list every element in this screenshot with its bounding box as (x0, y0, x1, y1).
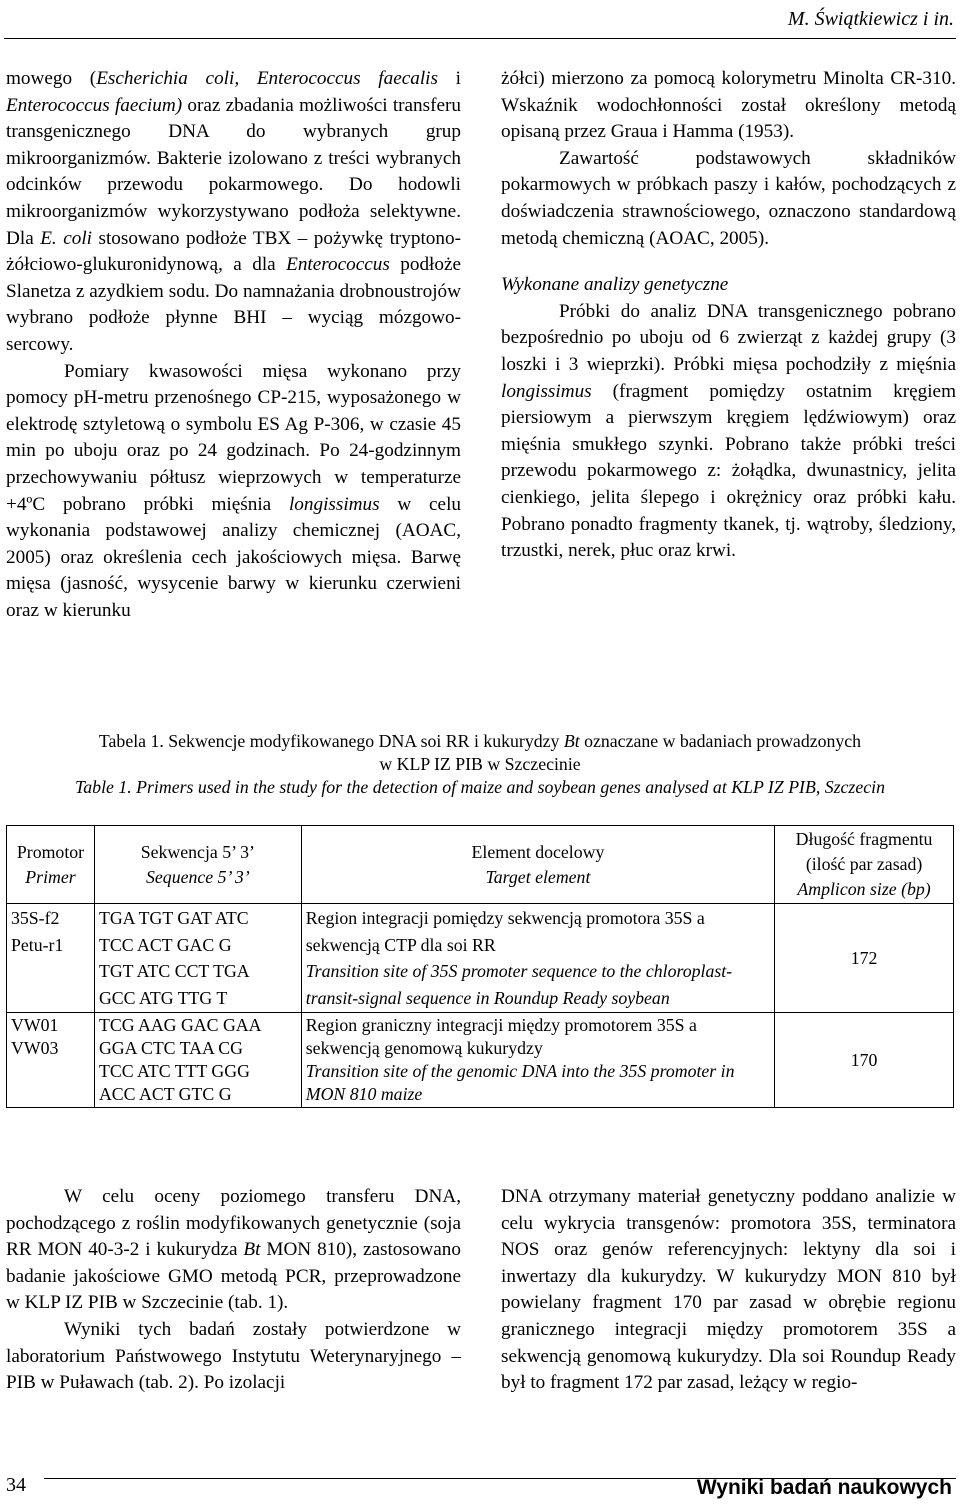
caption-english: Table 1. Primers used in the study for the detection of maize and soybean genes analysed at KLP IZ PIB, Szczecin (75, 777, 885, 797)
text-span: oznaczane w badaniach prowadzonych (579, 731, 862, 751)
text-span: Tabela 1. Sekwencje modyfikowanego DNA soi RR i kukurydzy (98, 731, 564, 751)
header-target (301, 826, 774, 904)
text-span: TCC ACT GAC G (98, 934, 232, 955)
text-span: Region integracji pomiędzy sekwencją promotora 35S a sekwencją CTP dla soi RR (305, 908, 705, 955)
paragraph-meat-acidity (6, 359, 461, 625)
cell-sequence (94, 1013, 301, 1108)
text-span: Transition site of 35S promoter sequence to the chloroplast-transit-signal sequence in Roundup Ready soybean (305, 961, 733, 1008)
text-span: Próbki do analiz DNA transgenicznego pobrano bezpośrednio po uboju od 6 zwierząt z każdej grupy (3 loszki i 3 wieprzki). Próbki mięsa pochodziły z mięśnia (501, 300, 956, 375)
text-span: Bt (243, 1239, 261, 1261)
text-span: Transition site of the genomic DNA into the 35S promoter in MON 810 maize (305, 1061, 735, 1104)
text-span: Amplicon size (bp) (797, 879, 931, 899)
species-name: Escherichia coli, Enterococcus faecalis (96, 68, 438, 89)
text-span: Bt (563, 731, 580, 751)
text-span: Element docelowy (471, 841, 605, 862)
table-row (7, 904, 954, 1013)
section-heading-genetic: Wykonane analizy genetyczne (501, 274, 729, 296)
caption-polish (6, 730, 954, 753)
text-span: GGA CTC TAA CG (98, 1038, 243, 1058)
species-name: Enterococcus faecium) (6, 94, 183, 116)
text-span: VW01 (11, 1015, 59, 1035)
primers-table (6, 825, 954, 1108)
text-span: TGA TGT GAT ATC (98, 908, 249, 928)
text-span: Promotor (16, 841, 85, 862)
cell-primer (7, 1013, 95, 1108)
journal-section-title: Wyniki badań naukowych (696, 1476, 952, 1499)
caption-polish-line2: w KLP IZ PIB w Szczecinie (379, 754, 581, 774)
text-span: podłoże Slanetza z azydkiem sodu. Do namnażania drobnoustrojów wybrano podłoże płynne BHI – wyciąg mózgowo-sercowy. (6, 254, 461, 355)
text-span: Pomiary kwasowości mięsa wykonano przy pomocy pH-metru przenośnego CP-215, wyposażonego w elektrodę sztyletową o symbolu ES Ag P-306, w czasie 45 min po uboju oraz po 24 godzinach. Po 24-godzinnym przechowywaniu półtusz wieprzowych w temperaturze +4ºC pobrano próbki mięśnia (6, 360, 461, 515)
text-span: (fragment pomiędzy ostatnim kręgiem piersiowym a pierwszym kręgiem lędźwiowym) oraz mięśnia smukłego szynki. Pobrano także próbki treści przewodu pokarmowego z: żołądka, dwunastnicy, jelita cienkiego, jelita ślepego i okrężnicy oraz próbki kału. Pobrano ponadto fragmenty tkanek, tj. wątroby, śledziony, trzustki, nerek, płuc oraz krwi. (501, 380, 956, 562)
paragraph-transgenes: DNA otrzymany materiał genetyczny poddano analizie w celu wykrycia transgenów: promotora 35S, terminatora NOS oraz genów referencyjnych: lektyny dla soi i inwertazy dla kukurydzy. W kukurydzy MON 810 był powielany fragment 170 par zasad w obrębie regionu granicznego integracji między promotorem 35S a sekwencją genomową kukurydzy. Dla soi Roundup Ready był to fragment 172 par zasad, leżący w regio- (501, 1186, 956, 1394)
species-name: E. coli (40, 227, 92, 249)
text-span: ACC ACT GTC G (98, 1084, 232, 1104)
paragraph-dna-samples (501, 299, 956, 565)
table-header-row (7, 826, 954, 904)
text-span: Target element (485, 866, 591, 887)
text-span: TCG AAG GAC GAA (98, 1015, 262, 1035)
paragraph-gmo-pcr (6, 1184, 461, 1317)
text-span: Długość fragmentu (795, 829, 933, 849)
text-span: TGT ATC CCT TGA (98, 961, 250, 981)
text-span: Region graniczny integracji między promotorem 35S a sekwencją genomową kukurydzy (305, 1015, 697, 1058)
cell-size: 170 (775, 1013, 954, 1108)
species-name: Enterococcus (286, 254, 390, 276)
column-left-bottom (6, 1184, 461, 1397)
paragraph-confirmation: Wyniki tych badań zostały potwierdzone w laboratorium Państwowego Instytutu Weterynaryjnego – PIB w Puławach (tab. 2). Po izolacji (6, 1318, 461, 1394)
text-span: W celu oceny poziomego transferu DNA, pochodzącego z roślin modyfikowanych genetycznie (soja RR MON 40-3-2 i kukurydza (6, 1186, 461, 1261)
cell-size: 172 (775, 904, 954, 1013)
muscle-name: longissimus (501, 380, 592, 402)
page-number: 34 (6, 1474, 26, 1496)
text-span: mowego ( (6, 68, 97, 89)
text-span: Sekwencja 5’ 3’ (140, 841, 255, 862)
paragraph-microbiology (6, 66, 461, 359)
column-right-bottom (501, 1184, 956, 1397)
header-rule (4, 38, 956, 39)
text-span: GCC ATG TTG T (98, 987, 228, 1008)
column-right-top (501, 66, 956, 565)
text-span: VW03 (11, 1038, 59, 1058)
header-amplicon (775, 826, 954, 904)
table-row (7, 1013, 954, 1108)
text-span: stosowano podłoże TBX – pożywkę tryptono-żółciowo-glukuronidynową, a dla (6, 227, 461, 276)
text-span: w celu wykonania podstawowej analizy chemicznej (AOAC, 2005) oraz określenia cech jakościowych mięsa. Barwę mięsa (jasność, wysycenie barwy w kierunku czerwieni oraz w kierunku (6, 493, 461, 621)
text-span: 35S-f2 (11, 908, 60, 928)
text-span: i (437, 68, 461, 89)
text-span: Primer (25, 866, 76, 887)
cell-target (301, 904, 774, 1013)
text-span: Sequence 5’ 3’ (146, 866, 250, 887)
column-left-top (6, 66, 461, 624)
table-caption (6, 730, 954, 799)
header-sequence (94, 826, 301, 904)
paragraph-colorimeter: żółci) mierzono za pomocą kolorymetru Minolta CR-310. Wskaźnik wodochłonności został określony metodą opisaną przez Graua i Hamma (1953). (501, 68, 956, 143)
cell-target (301, 1013, 774, 1108)
text-span: MON 810), zastosowano badanie jakościowe GMO metodą PCR, przeprowadzone w KLP IZ PIB w Szczecinie (tab. 1). (6, 1239, 461, 1314)
header-primer (7, 826, 95, 904)
text-span: (ilość par zasad) (805, 854, 923, 874)
text-span: TCC ATC TTT GGG (98, 1061, 250, 1081)
cell-sequence (94, 904, 301, 1013)
muscle-name: longissimus (288, 493, 380, 515)
paragraph-nutrients: Zawartość podstawowych składników pokarmowych w próbkach paszy i kałów, pochodzących z doświadczenia strawnościowego, oznaczono standardową metodą chemiczną (AOAC, 2005). (501, 147, 956, 249)
text-span: oraz zbadania możliwości transferu transgenicznego DNA do wybranych grup mikroorganizmów. Bakterie izolowano z treści wybranych odcinków przewodu pokarmowego. Do hodowli mikroorganizmów wykorzystywano podłoża selektywne. Dla (6, 94, 462, 249)
text-span: Petu-r1 (11, 934, 64, 955)
cell-primer (7, 904, 95, 1013)
running-header-author: M. Świątkiewicz i in. (787, 8, 954, 30)
